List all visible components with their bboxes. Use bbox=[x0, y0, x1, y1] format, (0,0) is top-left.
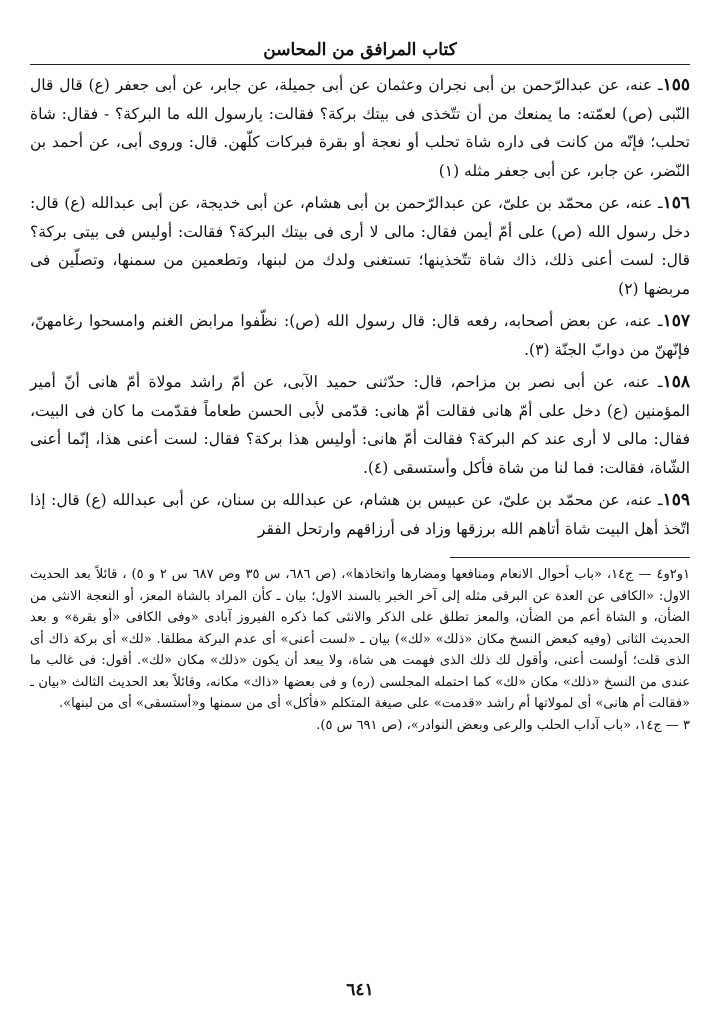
footnote-divider bbox=[450, 557, 690, 558]
hadith-number: ١٥٦ bbox=[662, 193, 690, 213]
hadith-155 bbox=[30, 71, 690, 185]
hadith-number: ١٥٥ bbox=[662, 75, 690, 95]
hadith-number: ١٥٩ bbox=[662, 490, 690, 510]
hadith-number: ١٥٨ bbox=[662, 372, 690, 392]
hadith-text: ـ عنه، عن محمّد بن علیّ، عن عبیس بن هشام، عن عبدالله بن سنان، عن أبی عبدالله (ع) قال: إذا اتّخذ أهل البیت شاة أتاهم الله برزقها وزاد فی أرزاقهم وارتحل الفقر bbox=[30, 491, 690, 538]
hadith-list bbox=[30, 71, 690, 543]
hadith-159 bbox=[30, 486, 690, 543]
footnote-3: ٣ — ج١٤، «باب آداب الحلب والرعی وبعض النوادر»، (ص ٦٩١ س ٥). bbox=[316, 717, 690, 733]
book-page bbox=[30, 40, 690, 1000]
hadith-text: ـ عنه، عن بعض أصحابه، رفعه قال: قال رسول الله (ص): نظّفوا مرابض الغنم وامسحوا رغامهنّ، فإنّهنّ من دوابّ الجنّة (٣). bbox=[30, 312, 690, 359]
hadith-156 bbox=[30, 189, 690, 303]
footnotes bbox=[30, 564, 690, 736]
hadith-157 bbox=[30, 307, 690, 364]
hadith-text: ـ عنه، عن عبدالرّحمن بن أبی نجران وعثمان عن أبی جمیلة، عن جابر، عن أبی جعفر (ع) قال قال النّبی (ص) لعمّته: ما یمنعك من أن تتّخذی فی بیتك بركة؟ فقالت: یارسول الله ما البركة؟ - فقال: شاة تحلب؛ فإنّه من كانت فی داره شاة تحلب أو نعجة أو بقرة فبركات كلّهن. قال: وروی أبی، عن أحمد بن النّضر، عن جابر، عن أبی جعفر مثله (١) bbox=[30, 76, 690, 180]
footnote-1-2-4: ١و٢و٤ — ج١٤، «باب أحوال الانعام ومنافعها ومضارها واتخاذها»، (ص ٦٨٦، س ٣٥ وص ٦٨٧ س ٢ و ٥) ، قائلاً بعد الحدیث الاول: «الكافی عن العدة عن البرقی مثله إلی آخر الخبر بالسند الاول؛ بیان ـ كأن المراد بالشاة المعز، أو النعجة الانثی من الضأن، و الشاة أعم من الضأن، والمعز تطلق علی الذكر والانثی كما ذكره الفیروز آبادی «وفی الكافی «أو بقرة» و بعد الحدیث الثانی (وفیه كبعض النسخ مكان «ذلك» «لك») بیان ـ «لست أعنی» أی عدم البركة مطلقا. «لك» أی بركة ذاك أی الذی قلت؛ أولست أعنی، وأقول لك ذلك الذی فهمت هی شاة، ولا یبعد أن یكون «ذلك» مكان «لك». أقول: فی غالب ما عندی من النسخ «ذلك» مكان «لك» كما احتمله المجلسی (ره) و فی بعضها «ذاك» مكانه، وقائلاً بعد الحدیث الثالث «بیان ـ «فقالت أم هانی» أی لمولاتها أم راشد «قدمت» علی صیغة المتكلم «فأكل» أی من سمنها و«أستسقی» أی من لبنها». bbox=[30, 567, 690, 711]
hadith-text: ـ عنه، عن أبی نصر بن مزاحم، قال: حدّثنی حمید الآبی، عن أمّ راشد مولاة أمّ هانی أنّ أمیر المؤمنین (ع) دخل علی أمّ هانی فقالت أمّ هانی: قدّمی لأبی الحسن طعاماً فقدّمت ما كان فی البیت، فقال: مالی لا أری عند كم البركة؟ فقالت أمّ هانی: أولیس هذا بركة؟ فقال: لست أعنی هذا، إنّما أعنی الشّاة، فقالت: فما لنا من شاة فأكل وأستسقی (٤). bbox=[30, 373, 690, 477]
running-head: كتاب المرافق من المحاسن bbox=[30, 40, 690, 65]
hadith-158 bbox=[30, 368, 690, 482]
hadith-text: ـ عنه، عن محمّد بن علیّ، عن عبدالرّحمن بن أبی هشام، عن أبی خدیجة، عن أبی عبدالله (ع) قال: دخل رسول الله (ص) علی أمّ أیمن فقال: مالی لا أری فی بیتك البركة؟ فقالت: أولیس فی بیتی بركة؟ قال: لست أعنی ذلك، ذاك شاة تتّخذینها؛ تستغنی ولدك من لبنها، وتطعمین من سمنها، وتصلّین فی مربضها (٢) bbox=[30, 194, 690, 298]
hadith-number: ١٥٧ bbox=[662, 311, 690, 331]
page-number: ٦٤١ bbox=[346, 980, 374, 1000]
